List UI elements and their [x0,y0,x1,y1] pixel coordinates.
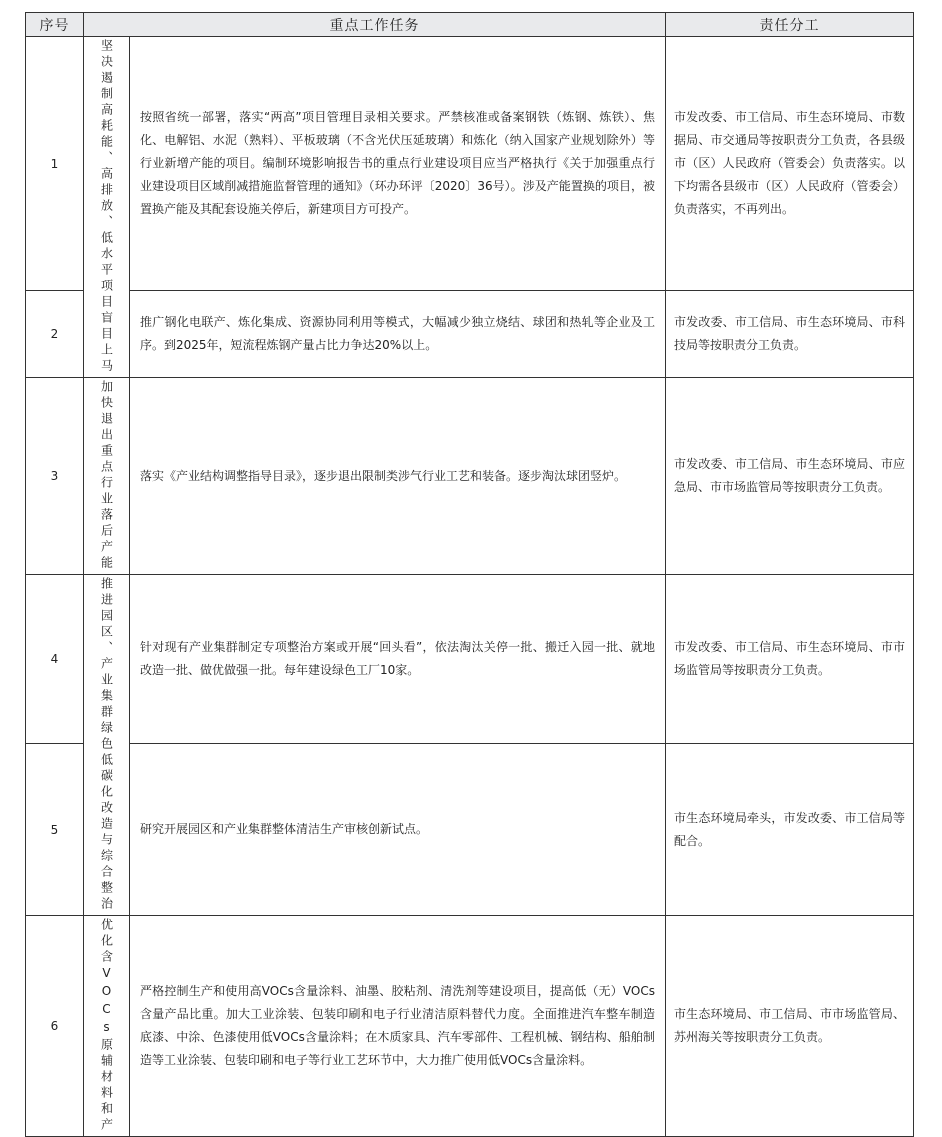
responsibility-text: 市生态环境局牵头，市发改委、市工信局等配合。 [666,744,914,916]
row-number: 1 [26,37,84,291]
row-number: 6 [26,916,84,1137]
row-number: 4 [26,575,84,744]
responsibility-text: 市发改委、市工信局、市生态环境局、市应急局、市市场监管局等按职责分工负责。 [666,378,914,575]
task-text: 研究开展园区和产业集群整体清洁生产审核创新试点。 [130,744,666,916]
table-header-row [26,13,914,37]
task-text: 严格控制生产和使用高VOCs含量涂料、油墨、胶粘剂、清洗剂等建设项目，提高低（无）VOCs含量产品比重。加大工业涂装、包装印刷和电子行业清洁原料替代力度。全面推进汽车整车制造底漆、中涂、色漆使用低VOCs含量涂料；在木质家具、汽车零部件、工程机械、钢结构、船舶制造等工业涂装、包装印刷和电子等行业工艺环节中，大力推广使用低VOCs含量涂料。 [130,916,666,1137]
responsibility-text: 市生态环境局、市工信局、市市场监管局、苏州海关等按职责分工负责。 [666,916,914,1137]
header-no: 序号 [26,13,84,37]
table-row [26,744,914,916]
category-label: 推进园区、产业集群绿色低碳化改造与综合整治 [99,577,114,913]
table-row [26,378,914,575]
category-cell [84,575,130,916]
work-task-table [25,12,914,1137]
table-row [26,575,914,744]
category-label: 坚决遏制高耗能、高排放、低水平项目盲目上马 [99,39,114,375]
row-number: 2 [26,291,84,378]
row-number: 5 [26,744,84,916]
task-text: 推广钢化电联产、炼化集成、资源协同利用等模式，大幅减少独立烧结、球团和热轧等企业及工序。到2025年，短流程炼钢产量占比力争达20%以上。 [130,291,666,378]
category-cell [84,37,130,378]
table-row [26,37,914,291]
table-row [26,916,914,1137]
row-number: 3 [26,378,84,575]
responsibility-text: 市发改委、市工信局、市生态环境局、市市场监管局等按职责分工负责。 [666,575,914,744]
responsibility-text: 市发改委、市工信局、市生态环境局、市科技局等按职责分工负责。 [666,291,914,378]
category-label: 加快退出重点行业落后产能 [99,380,114,572]
task-text: 针对现有产业集群制定专项整治方案或开展“回头看”，依法淘汰关停一批、搬迁入园一批、就地改造一批、做优做强一批。每年建设绿色工厂10家。 [130,575,666,744]
category-cell [84,916,130,1137]
header-responsibility: 责任分工 [666,13,914,37]
task-text: 落实《产业结构调整指导目录》，逐步退出限制类涉气行业工艺和装备。逐步淘汰球团竖炉。 [130,378,666,575]
category-label: 优化含VOCs原辅材料和产 [99,918,114,1134]
responsibility-text: 市发改委、市工信局、市生态环境局、市数据局、市交通局等按职责分工负责，各县级市（区）人民政府（管委会）负责落实。以下均需各县级市（区）人民政府（管委会）负责落实，不再列出。 [666,37,914,291]
category-cell [84,378,130,575]
task-text: 按照省统一部署，落实“两高”项目管理目录相关要求。严禁核准或备案钢铁（炼钢、炼铁）、焦化、电解铝、水泥（熟料）、平板玻璃（不含光伏压延玻璃）和炼化（纳入国家产业规划除外）等行业新增产能的项目。编制环境影响报告书的重点行业建设项目应当严格执行《关于加强重点行业建设项目区域削减措施监督管理的通知》（环办环评〔2020〕36号）。涉及产能置换的项目，被置换产能及其配套设施关停后，新建项目方可投产。 [130,37,666,291]
table-row [26,291,914,378]
header-task: 重点工作任务 [84,13,666,37]
